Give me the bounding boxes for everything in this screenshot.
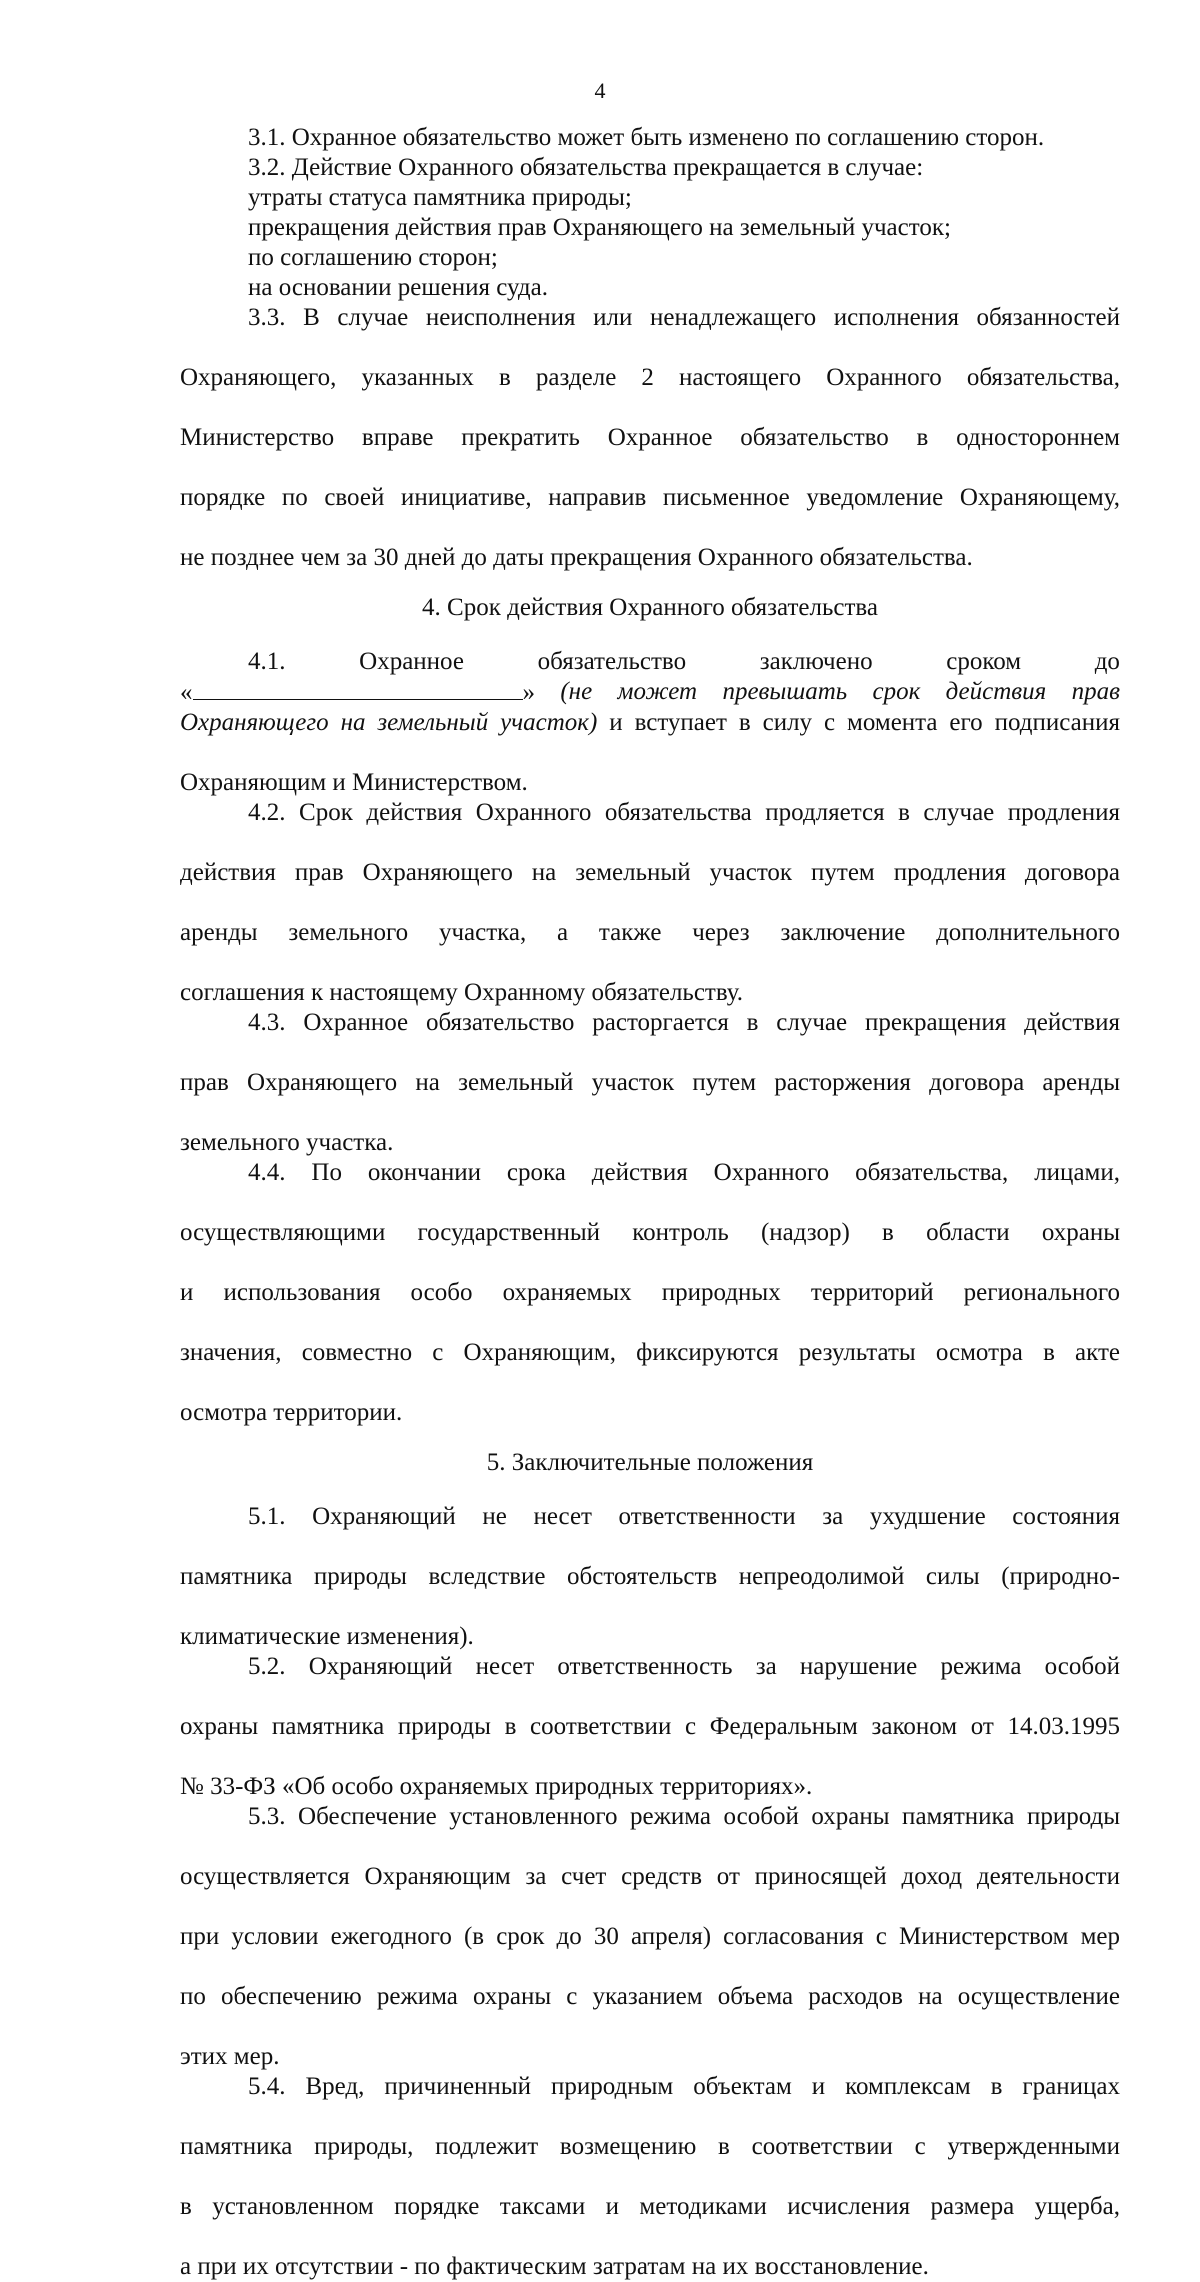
clause-5-1 [180, 1502, 1120, 1652]
clause-line: осмотра территории. [180, 1399, 403, 1426]
clause-word: до [1094, 648, 1120, 675]
note-word: срок [872, 678, 921, 705]
clause-line: соглашения к настоящему Охранному обязательству. [180, 979, 744, 1006]
clause-line: а при их отсутствии - по фактическим затратам на их восстановление. [180, 2253, 929, 2280]
clause-4-2 [180, 798, 1120, 1008]
note-word: превышать [722, 678, 848, 705]
clause-4-1-second-line [180, 677, 1120, 708]
clause-3-2-list [180, 183, 1120, 303]
clause-word: 4.1. [248, 648, 286, 675]
clause-line: 5.4. Вред, причиненный природным объектам и комплексам в границах [248, 2073, 1120, 2100]
note-text: Охраняющего на земельный участок) [180, 709, 598, 736]
clause-line: осуществляется Охраняющим за счет средств от приносящей доход деятельности [180, 1863, 1120, 1890]
clause-line: аренды земельного участка, а также через заключение дополнительного [180, 919, 1120, 946]
clause-line: земельного участка. [180, 1129, 394, 1156]
blank-line [193, 677, 523, 700]
clause-line: при условии ежегодного (в срок до 30 апреля) согласования с Министерством мер [180, 1923, 1120, 1950]
clause-line: № 33-ФЗ «Об особо охраняемых природных территориях». [180, 1773, 813, 1800]
clause-3-2: 3.2. Действие Охранного обязательства прекращается в случае: [248, 154, 924, 181]
clause-line: и использования особо охраняемых природных территорий регионального [180, 1279, 1120, 1306]
clause-line: не позднее чем за 30 дней до даты прекращения Охранного обязательства. [180, 544, 973, 571]
clause-4-1-first-line [180, 647, 1120, 677]
clause-line: действия прав Охраняющего на земельный участок путем продления договора [180, 859, 1120, 886]
clause-line: 5.1. Охраняющий не несет ответственности за ухудшение состояния [248, 1503, 1120, 1530]
clause-line: осуществляющими государственный контроль (надзор) в области охраны [180, 1219, 1120, 1246]
list-item: на основании решения суда. [248, 274, 548, 301]
clause-line: 5.2. Охраняющий несет ответственность за нарушение режима особой [248, 1653, 1120, 1680]
date-blank-field: « » [180, 679, 535, 706]
clause-line: значения, совместно с Охраняющим, фиксируются результаты осмотра в акте [180, 1339, 1120, 1366]
clause-line: по обеспечению режима охраны с указанием объема расходов на осуществление [180, 1983, 1120, 2010]
clause-line: этих мер. [180, 2043, 280, 2070]
clause-word: заключено [759, 648, 873, 675]
note-word: (не [560, 678, 593, 705]
clause-text: и вступает в силу с момента его подписания [597, 709, 1120, 736]
clause-line: порядке по своей инициативе, направив письменное уведомление Охраняющему, [180, 484, 1120, 511]
page-number: 4 [594, 78, 606, 103]
clause-line: памятника природы, подлежит возмещению в соответствии с утвержденными [180, 2133, 1120, 2160]
clause-4-1 [180, 647, 1120, 798]
clause-line: памятника природы вследствие обстоятельств непреодолимой силы (природно- [180, 1563, 1120, 1590]
clause-line: 4.2. Срок действия Охранного обязательства продляется в случае продления [248, 799, 1120, 826]
clause-line: 5.3. Обеспечение установленного режима особой охраны памятника природы [248, 1803, 1120, 1830]
list-item: утраты статуса памятника природы; [248, 184, 632, 211]
note-word: действия [945, 678, 1047, 705]
clause-5-4 [180, 2072, 1120, 2282]
clause-line: климатические изменения). [180, 1623, 474, 1650]
clause-line: 4.4. По окончании срока действия Охранного обязательства, лицами, [248, 1159, 1120, 1186]
clause-3-3 [180, 303, 1120, 573]
clause-5-3 [180, 1802, 1120, 2072]
note-word: прав [1071, 678, 1120, 705]
section-heading-5: 5. Заключительные положения [486, 1449, 814, 1476]
clause-line: прав Охраняющего на земельный участок путем расторжения договора аренды [180, 1069, 1120, 1096]
clause-3-1: 3.1. Охранное обязательство может быть изменено по соглашению сторон. [248, 124, 1045, 151]
clause-line [180, 708, 1120, 768]
clause-4-4 [180, 1158, 1120, 1428]
document-body [180, 123, 1120, 2282]
clause-word: обязательство [537, 648, 687, 675]
list-item: прекращения действия прав Охраняющего на земельный участок; [248, 214, 951, 241]
clause-line: Охраняющим и Министерством. [180, 769, 528, 796]
clause-word: Охранное [359, 648, 464, 675]
list-item: по соглашению сторон; [248, 244, 498, 271]
clause-line: охраны памятника природы в соответствии с Федеральным законом от 14.03.1995 [180, 1713, 1120, 1740]
section-heading-4: 4. Срок действия Охранного обязательства [422, 594, 878, 621]
clause-line: Охраняющего, указанных в разделе 2 настоящего Охранного обязательства, [180, 364, 1120, 391]
clause-line: 3.3. В случае неисполнения или ненадлежащего исполнения обязанностей [248, 304, 1120, 331]
clause-line: Министерство вправе прекратить Охранное обязательство в одностороннем [180, 424, 1120, 451]
clause-line: в установленном порядке таксами и методиками исчисления размера ущерба, [180, 2193, 1120, 2220]
clause-word: сроком [946, 648, 1022, 675]
clause-4-3 [180, 1008, 1120, 1158]
clause-line: 4.3. Охранное обязательство расторгается в случае прекращения действия [248, 1009, 1120, 1036]
clause-5-2 [180, 1652, 1120, 1802]
note-word: может [617, 678, 698, 705]
